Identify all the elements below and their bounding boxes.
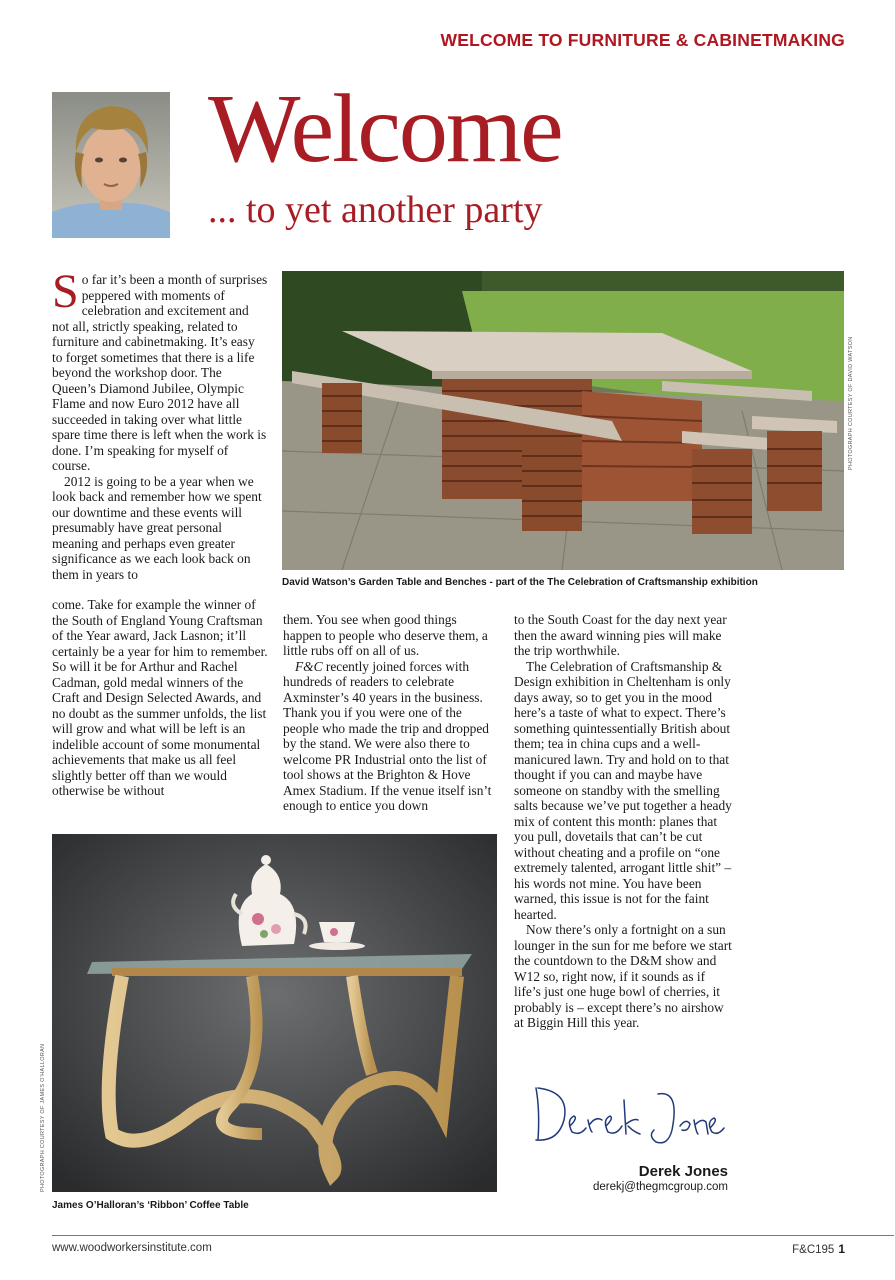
paragraph-1: So far it’s been a month of surprises peppered with moments of celebration and excitement and not all, strictly speaking, related to furniture and cabinetmaking. It’s easy to forget sometimes that there is a life beyond the workshop door. The Queen’s Diamond Jubilee, Olympic Flame and now Euro 2012 have all succeeded in taking over what little spare time there is left when the work is done. I’m speaking for myself of course. bbox=[52, 265, 268, 473]
author-email[interactable]: derekj@thegmcgroup.com bbox=[592, 1181, 728, 1193]
paragraph-6: The Celebration of Craftsmanship & Design exhibition in Cheltenham is only days away, so to get you in the mood here’s a taste of what to expect. There’s something quintessentially British about them; tea in china cups and a well-manicured lawn. Try and hold on to that thought if you can and maybe have someone on standby with the smelling salts because we’ve put together a heady mix of content this month: planes that you pull, dovetails that can’t be cut without cheating and a profile on “one extremely talented, arrogant little shit” – his words not mine. You have been warned, this issue is not for the faint hearted. bbox=[514, 658, 732, 922]
top-photo-credit: PHOTOGRAPH COURTESY OF DAVID WATSON bbox=[848, 336, 854, 470]
garden-table-photo bbox=[282, 271, 844, 570]
section-label: WELCOME TO FURNITURE & CABINETMAKING bbox=[440, 30, 845, 50]
ribbon-coffee-table-photo bbox=[52, 834, 497, 1192]
handwritten-signature bbox=[530, 1080, 730, 1150]
article-column-1-bottom bbox=[52, 597, 270, 799]
article-column-2 bbox=[283, 612, 498, 814]
bottom-photo-credit: PHOTOGRAPH COURTESY OF JAMES O’HALLORAN bbox=[40, 1043, 46, 1192]
page-title: Welcome bbox=[208, 75, 562, 183]
paragraph-4: F&C recently joined forces with hundreds of readers to celebrate Axminster’s 40 years in the business. Thank you if you were one of the people who made the trip and dropped by the stand. We were also there to welcome PR Industrial onto the list of tool shows at the Brighton & Hove Amex Stadium. If the venue itself isn’t enough to entice you down bbox=[283, 658, 492, 813]
paragraph-2: 2012 is going to be a year when we look back and remember how we spent our downtime and these events will presumably have great personal meaning and perhaps even greater significance as we each look back on them in years to bbox=[52, 473, 262, 582]
page-number: 1 bbox=[838, 1242, 845, 1256]
page-subtitle: ... to yet another party bbox=[208, 189, 543, 231]
paragraph-7: Now there’s only a fortnight on a sun lounger in the sun for me before we start the countdown to the D&M show and W12 so, right now, if it sounds as if life’s just one huge bowl of cherries, it probably is – except there’s no airshow at Biggin Hill this year. bbox=[514, 922, 732, 1030]
author-portrait bbox=[52, 92, 170, 238]
top-photo-caption: David Watson’s Garden Table and Benches - part of the The Celebration of Craftsmanship exhibition bbox=[282, 577, 758, 588]
article-column-3 bbox=[514, 612, 734, 1031]
footer-website[interactable]: www.woodworkersinstitute.com bbox=[52, 1242, 212, 1254]
bottom-photo-caption: James O’Halloran’s ‘Ribbon’ Coffee Table bbox=[52, 1200, 249, 1211]
footer-divider bbox=[52, 1235, 894, 1236]
paragraph-2-continued: come. Take for example the winner of the South of England Young Craftsman of the Year award, Jack Lasnon; it’ll certainly be a year for him to remember. So will it be for Arthur and Rachel Cadman, gold medal winners of the Craft and Design Selected Awards, and no doubt as the summer unfolds, the list will grow and what will be left is an indelible account of some monumental achievements that make us all feel slightly better off than we would otherwise be without bbox=[52, 597, 268, 798]
article-column-1-top bbox=[52, 265, 268, 582]
drop-cap: S bbox=[52, 265, 79, 318]
paragraph-3: them. You see when good things happen to people who deserve them, a little rubs off on all of us. bbox=[283, 612, 488, 658]
author-name: Derek Jones bbox=[638, 1163, 728, 1180]
footer-issue: F&C195 1 bbox=[792, 1242, 845, 1256]
paragraph-5: to the South Coast for the day next year then the award winning pies will make the trip worthwhile. bbox=[514, 612, 727, 658]
